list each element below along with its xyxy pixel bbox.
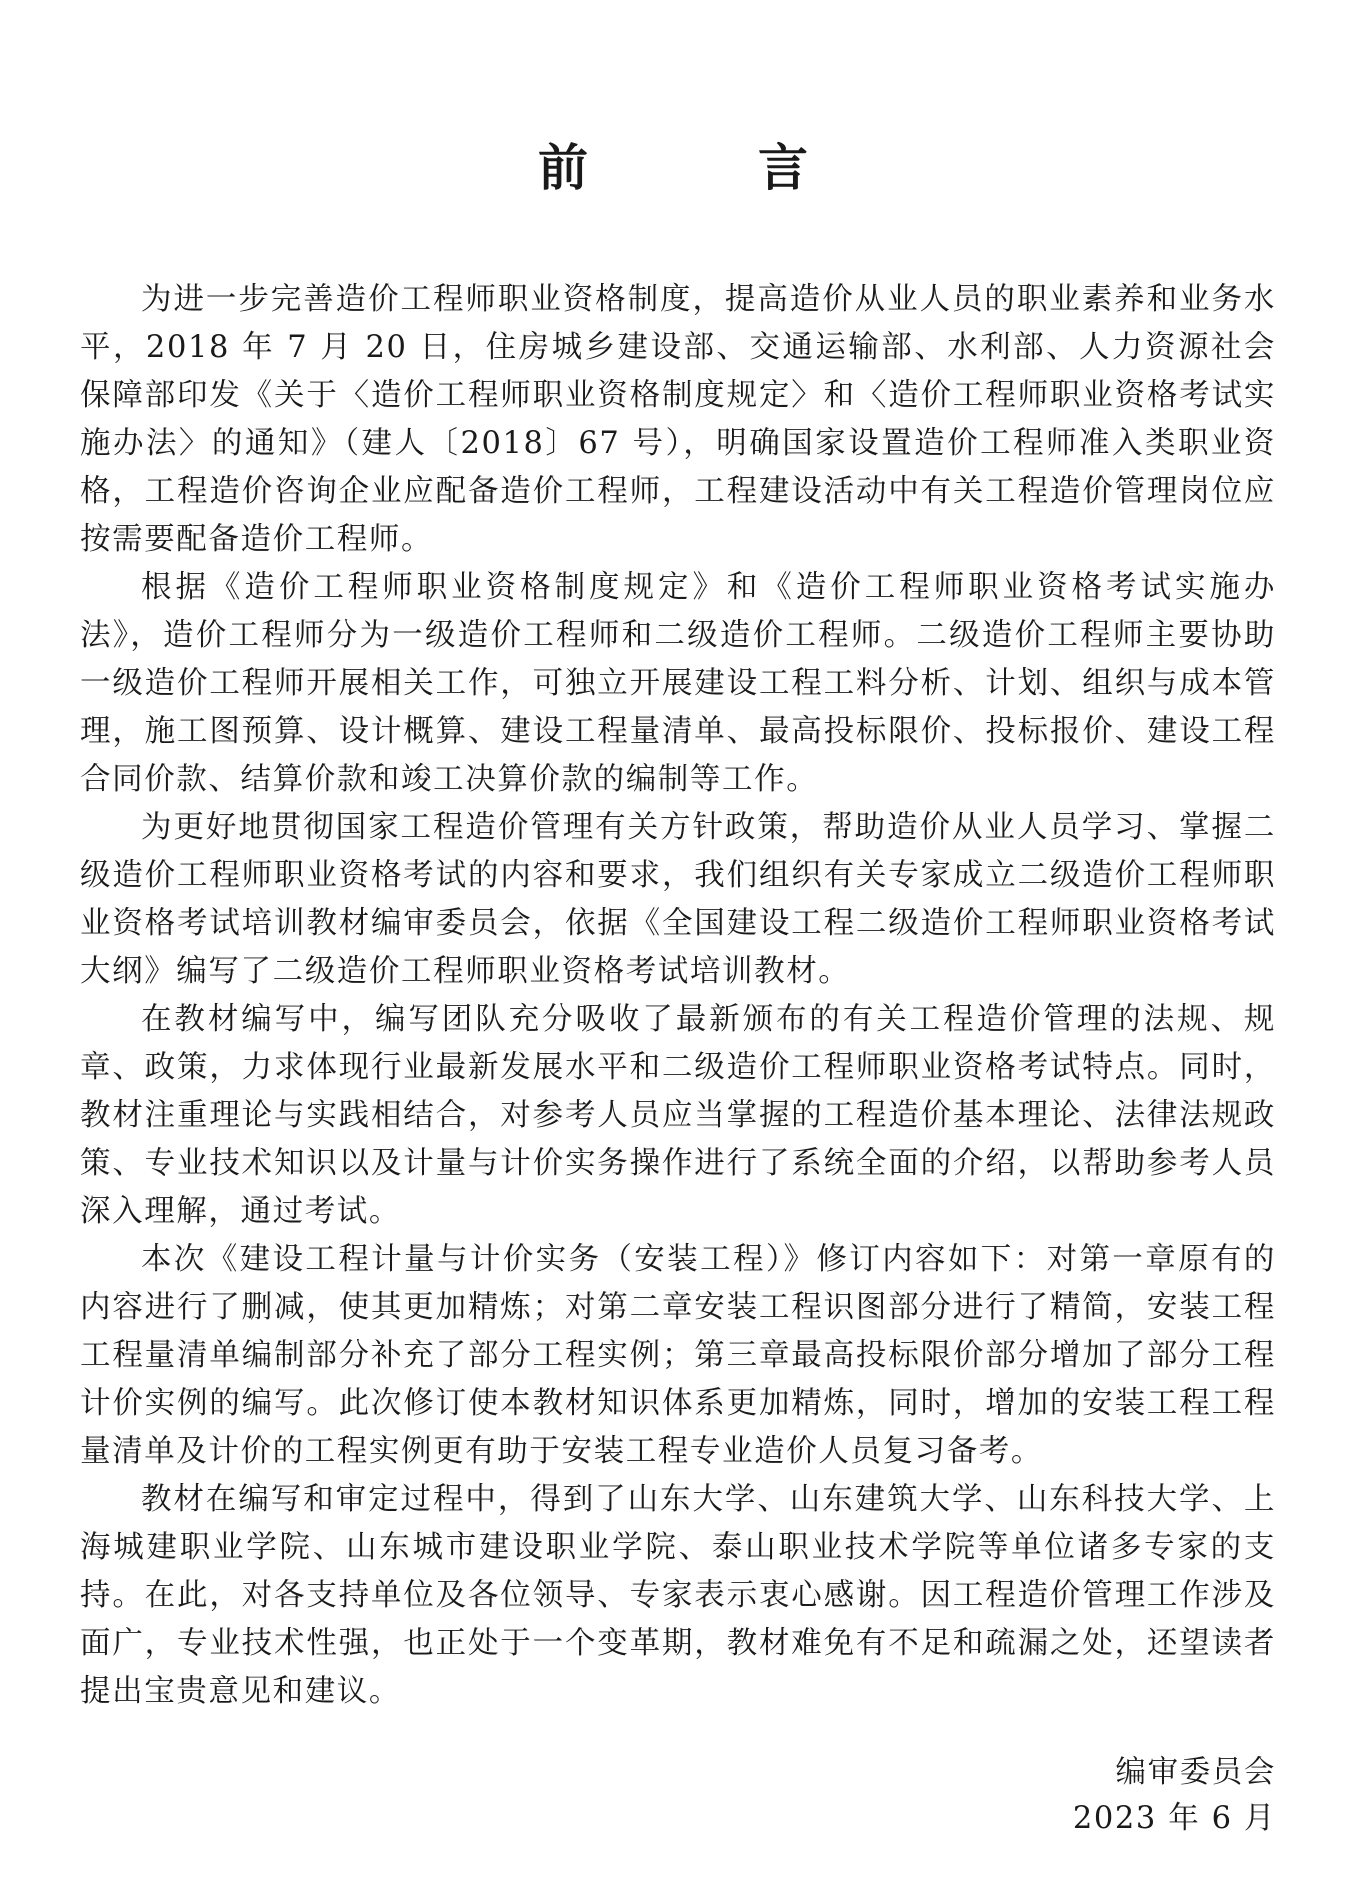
paragraph-2: 根据《造价工程师职业资格制度规定》和《造价工程师职业资格考试实施办法》，造价工程师分为一级造价工程师和二级造价工程师。二级造价工程师主要协助一级造价工程师开展相关工作，可独立开展建设工程工料分析、计划、组织与成本管理，施工图预算、设计概算、建设工程量清单、最高投标限价、投标报价、建设工程合同价款、结算价款和竣工决算价款的编制等工作。 xyxy=(80,570,1276,797)
paragraph-4: 在教材编写中，编写团队充分吸收了最新颁布的有关工程造价管理的法规、规章、政策，力求体现行业最新发展水平和二级造价工程师职业资格考试特点。同时，教材注重理论与实践相结合，对参考人员应当掌握的工程造价基本理论、法律法规政策、专业技术知识以及计量与计价实务操作进行了系统全面的介绍，以帮助参考人员深入理解，通过考试。 xyxy=(80,1002,1276,1229)
signature-block xyxy=(1073,1750,1276,1842)
signature-author: 编审委员会 xyxy=(1115,1755,1276,1790)
paragraph-3: 为更好地贯彻国家工程造价管理有关方针政策，帮助造价从业人员学习、掌握二级造价工程师职业资格考试的内容和要求，我们组织有关专家成立二级造价工程师职业资格考试培训教材编审委员会，依据《全国建设工程二级造价工程师职业资格考试大纲》编写了二级造价工程师职业资格考试培训教材。 xyxy=(80,810,1276,989)
paragraph-6: 教材在编写和审定过程中，得到了山东大学、山东建筑大学、山东科技大学、上海城建职业学院、山东城市建设职业学院、泰山职业技术学院等单位诸多专家的支持。在此，对各支持单位及各位领导、专家表示衷心感谢。因工程造价管理工作涉及面广，专业技术性强，也正处于一个变革期，教材难免有不足和疏漏之处，还望读者提出宝贵意见和建议。 xyxy=(80,1482,1276,1709)
signature-date: 2023 年 6 月 xyxy=(1072,1801,1276,1836)
preface-body xyxy=(80,276,1276,1716)
paragraph-1: 为进一步完善造价工程师职业资格制度，提高造价从业人员的职业素养和业务水平，2018 年 7 月 20 日，住房城乡建设部、交通运输部、水利部、人力资源社会保障部印发《关于〈造价工程师职业资格制度规定〉和〈造价工程师职业资格考试实施办法〉的通知》（建人〔2018〕67 号），明确国家设置造价工程师准入类职业资格，工程造价咨询企业应配备造价工程师，工程建设活动中有关工程造价管理岗位应按需要配备造价工程师。 xyxy=(80,282,1276,557)
paragraph-5: 本次《建设工程计量与计价实务（安装工程）》修订内容如下：对第一章原有的内容进行了删减，使其更加精炼；对第二章安装工程识图部分进行了精简，安装工程工程量清单编制部分补充了部分工程实例；第三章最高投标限价部分增加了部分工程计价实例的编写。此次修订使本教材知识体系更加精炼，同时，增加的安装工程工程量清单及计价的工程实例更有助于安装工程专业造价人员复习备考。 xyxy=(80,1242,1276,1469)
page-title: 前 言 xyxy=(538,139,868,197)
